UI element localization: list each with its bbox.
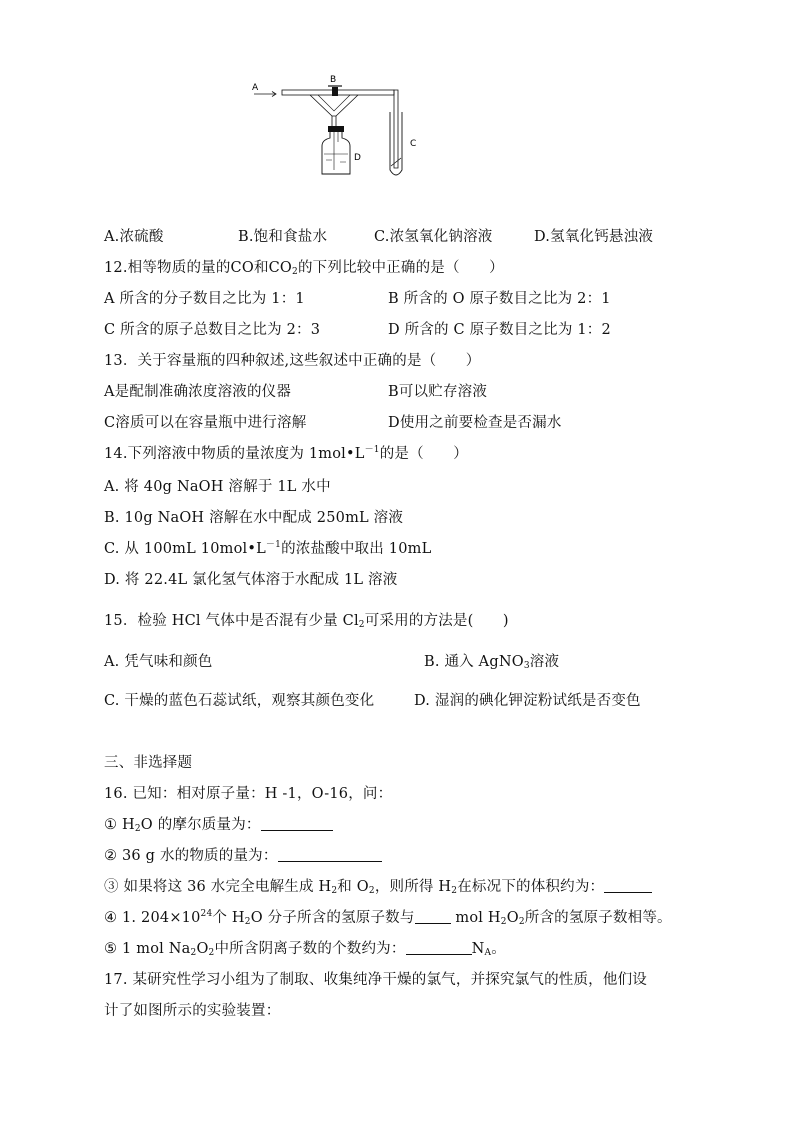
q12-opt-c: C 所含的原子总数目之比为 2：3 <box>104 322 321 338</box>
q15-opt-c: C. 干燥的蓝色石蕊试纸，观察其颜色变化 <box>104 693 375 709</box>
q12-opt-d: D 所含的 C 原子数目之比为 1：2 <box>388 322 611 338</box>
q15-opt-d: D. 湿润的碘化钾淀粉试纸是否变色 <box>414 693 641 709</box>
label-d: D <box>354 153 361 163</box>
q11-opt-a: A.浓硫酸 <box>104 229 164 245</box>
answer-blank-5[interactable] <box>406 939 472 955</box>
label-c: C <box>410 139 417 149</box>
q11-opt-c: C.浓氢氧化钠溶液 <box>374 229 493 245</box>
answer-blank-3[interactable] <box>604 877 652 893</box>
q14-opt-b: B. 10g NaOH 溶解在水中配成 250mL 溶液 <box>104 510 404 526</box>
q12-stem: 12.相等物质的量的CO和$CO_2$的下列比较中正确的是（ ） <box>104 260 504 277</box>
q11-opt-d: D.氢氧化钙悬浊液 <box>534 229 654 245</box>
gas-apparatus-diagram <box>240 66 430 184</box>
label-b: B <box>330 75 337 85</box>
q14-opt-d: D. 将 22.4L 氯化氢气体溶于水配成 1L 溶液 <box>104 572 398 588</box>
q17-line-2: 计了如图所示的实验装置： <box>104 1003 281 1019</box>
q13-opt-c: C溶质可以在容量瓶中进行溶解 <box>104 415 307 431</box>
stopcock-b <box>332 87 338 96</box>
q14-stem: 14.下列溶液中物质的量浓度为 $1mol•L^{-1}$的是（ ） <box>104 445 468 462</box>
q12-opt-a: A 所含的分子数目之比为 1：1 <box>104 291 305 307</box>
q15-stem: 15．检验 HCl 气体中是否混有少量 $Cl_2$可采用的方法是( ) <box>104 613 509 630</box>
tube-to-c <box>394 90 398 168</box>
answer-blank-2[interactable] <box>278 846 382 862</box>
q16-item-3: ③ 如果将这 36 水完全电解生成 $H_2$和 $O_2$，则所得 $H_2$在标况下的体积约为： <box>104 877 652 897</box>
q14-opt-a: A. 将 40g NaOH 溶解于 1L 水中 <box>104 479 331 495</box>
stopper <box>328 126 344 132</box>
q16-item-2: ② 36 g 水的物质的量为： <box>104 846 382 866</box>
q13-opt-b: B可以贮存溶液 <box>388 384 488 400</box>
q13-opt-a: A是配制准确浓度溶液的仪器 <box>104 384 292 400</box>
q16-item-5: ⑤ 1 mol $Na_2O_2$中所含阴离子数的个数约为： $N_A$。 <box>104 941 506 958</box>
section-title: 三、非选择题 <box>104 755 193 771</box>
bottle-d <box>322 132 350 174</box>
q17-line-1: 17. 某研究性学习小组为了制取、收集纯净干燥的氯气，并探究氯气的性质，他们设 <box>104 972 647 988</box>
q11-opt-b: B.饱和食盐水 <box>238 229 328 245</box>
answer-blank-1[interactable] <box>261 815 333 831</box>
q16-item-1: ① $H_2O$ 的摩尔质量为： <box>104 815 333 835</box>
q13-opt-d: D使用之前要检查是否漏水 <box>388 415 562 431</box>
answer-blank-4[interactable] <box>415 908 451 924</box>
q12-opt-b: B 所含的 O 原子数目之比为 2：1 <box>388 291 611 307</box>
funnel-branch <box>310 95 358 116</box>
q13-stem: 13．关于容量瓶的四种叙述,这些叙述中正确的是（ ） <box>104 353 481 369</box>
q16-item-4: ④ 1. $204\times 10^{24}$个 $H_2O$ 分子所含的氢原子数与 mol $H_2O_2$所含的氢原子数相等。 <box>104 909 672 927</box>
q15-opt-b: B. 通入 AgNO$_3$溶液 <box>424 654 560 671</box>
q16-stem: 16. 已知：相对原子量：H -1，O-16，问： <box>104 786 393 802</box>
q14-opt-c: C. 从 100mL $10mol•L^{-1}$的浓盐酸中取出 10mL <box>104 540 432 557</box>
label-a: A <box>252 83 259 93</box>
q15-opt-a: A. 凭气味和颜色 <box>104 654 213 670</box>
